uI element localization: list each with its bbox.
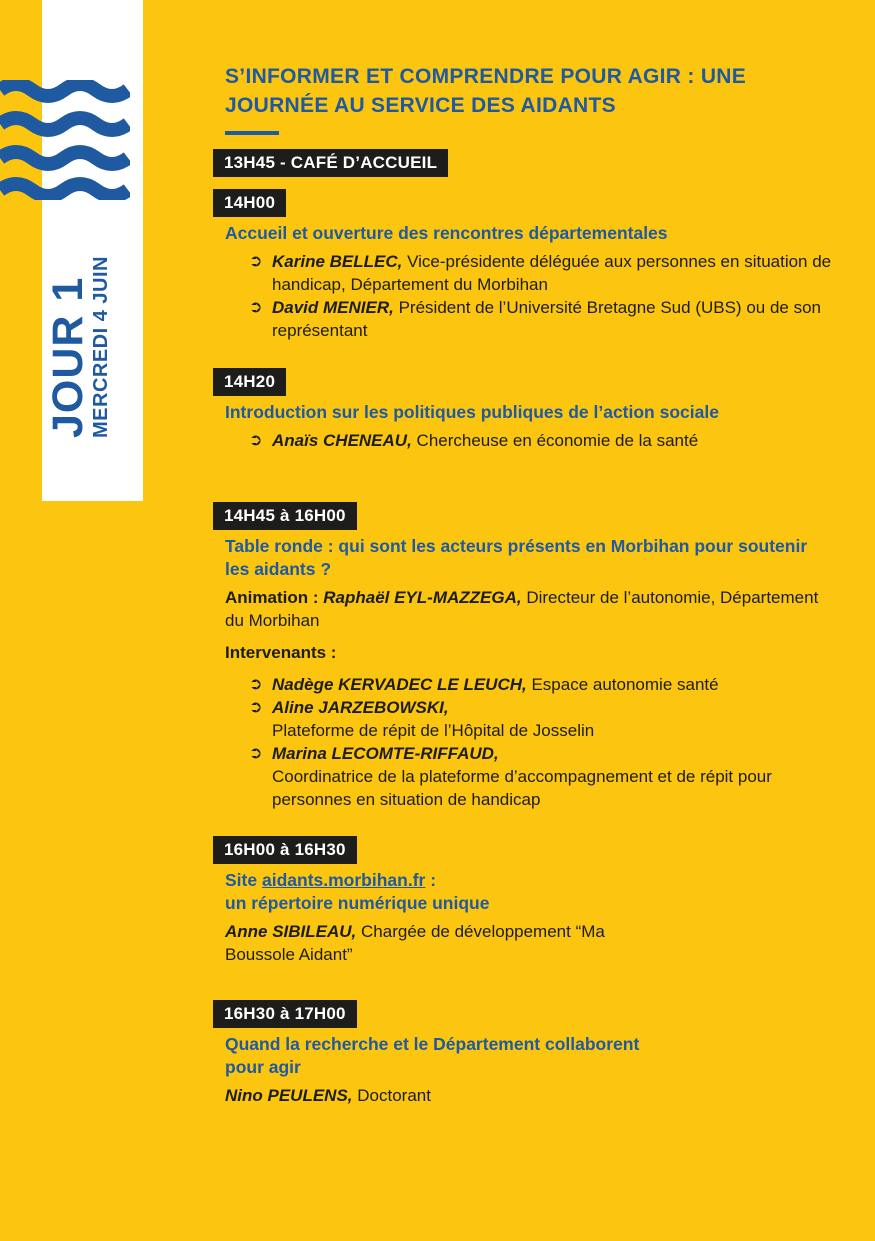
speaker-item [225,429,835,452]
speaker-role: Chargée de développement “Ma Boussole Aidant” [225,922,605,964]
speaker-name: Aline JARZEBOWSKI, [272,698,449,717]
page-title: S’INFORMER ET COMPRENDRE POUR AGIR : UNE JOURNÉE AU SERVICE DES AIDANTS [225,65,747,117]
time-tag: 14H45 à 16H00 [213,502,357,530]
speaker-item [225,250,835,296]
speaker-role: Président de l’Université Bretagne Sud (UBS) ou de son représentant [272,298,821,340]
speaker-name: Raphaël EYL-MAZZEGA, [323,588,522,607]
session-title: Accueil et ouverture des rencontres départementales [225,223,668,243]
arrow-right-circle-icon: ➲ [249,745,263,762]
session-title [225,869,835,915]
session-title: Introduction sur les politiques publiques de l’action sociale [225,402,719,422]
arrow-right-circle-icon: ➲ [249,253,263,270]
session-cafe [225,149,835,177]
speaker-item [225,296,835,342]
intervenants-label [225,641,835,664]
speaker-name: Karine BELLEC, [272,252,403,271]
session-title-line2: un répertoire numérique unique [225,893,490,913]
arrow-right-circle-icon: ➲ [249,432,263,449]
speaker-role: Doctorant [357,1086,431,1105]
animation-label: Animation : [225,588,319,607]
speaker-line [225,1084,835,1107]
speaker-item [225,696,835,742]
session-opening [225,189,835,342]
speaker-role: Directeur de l’autonomie, Département du Morbihan [225,588,819,630]
speaker-list [225,673,835,811]
time-tag: 16H00 à 16H30 [213,836,357,864]
speaker-role: Espace autonomie santé [531,675,719,694]
day-title: JOUR 1 [44,276,92,438]
arrow-right-circle-icon: ➲ [249,699,263,716]
speaker-role: Vice-présidente déléguée aux personnes en situation de handicap, Département du Morbihan [272,252,832,294]
waves-logo-icon [0,80,130,200]
session-round-table [225,502,835,811]
arrow-right-circle-icon: ➲ [249,676,263,693]
speaker-role: Plateforme de répit de l’Hôpital de Josselin [272,721,595,740]
session-title-prefix: Site [225,870,258,890]
speaker-list [225,429,835,452]
session-title-suffix: : [430,870,437,890]
speaker-role: Coordinatrice de la plateforme d’accompagnement et de répit pour personnes en situation de handicap [272,767,772,809]
speaker-list [225,250,835,342]
intervenants-label-text: Intervenants : [225,643,337,662]
speaker-item [225,742,835,811]
speaker-name: Anaïs CHENEAU, [272,431,412,450]
speaker-name: Nadège KERVADEC LE LEUCH, [272,675,527,694]
speaker-name: David MENIER, [272,298,394,317]
speaker-role: Chercheuse en économie de la santé [416,431,699,450]
session-title: Quand la recherche et le Département collaborent pour agir [225,1034,640,1077]
day-date: MERCREDI 4 JUIN [90,256,112,438]
programme [224,62,835,1105]
session-website [225,836,835,966]
speaker-item [225,673,835,696]
time-tag: 14H20 [213,368,286,396]
session-introduction [225,368,835,452]
time-tag: 16H30 à 17H00 [213,1000,357,1028]
speaker-line [225,920,665,966]
day-label [46,256,112,438]
speaker-name: Nino PEULENS, [225,1086,353,1105]
arrow-right-circle-icon: ➲ [249,299,263,316]
session-research [225,1000,835,1107]
time-tag: 14H00 [213,189,286,217]
animation-line [225,586,835,632]
speaker-name: Marina LECOMTE-RIFFAUD, [272,744,499,763]
title-divider [225,131,279,135]
session-title: Table ronde : qui sont les acteurs présents en Morbihan pour soutenir les aidants ? [225,536,808,579]
website-link[interactable]: aidants.morbihan.fr [261,870,426,890]
time-tag: 13H45 - CAFÉ D’ACCUEIL [213,149,448,177]
speaker-name: Anne SIBILEAU, [225,922,357,941]
